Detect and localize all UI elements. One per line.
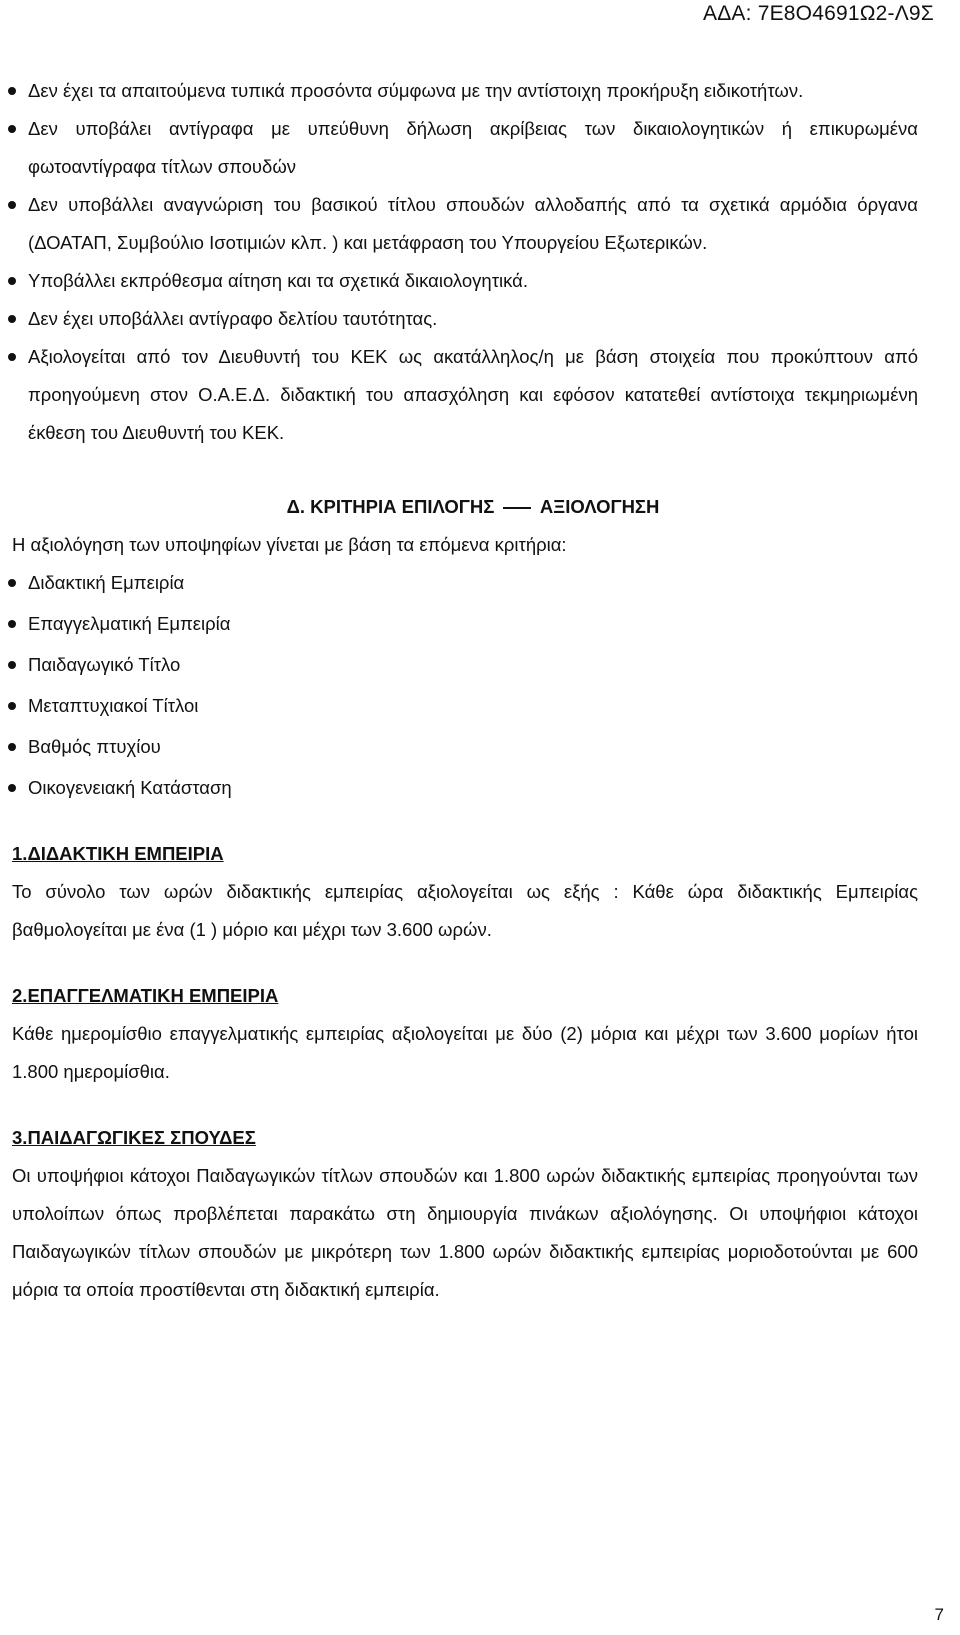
document-body (12, 72, 918, 1309)
section-text-teaching: Το σύνολο των ωρών διδακτικής εμπειρίας αξιολογείται ως εξής : Κάθε ώρα διδακτικής Εμπειρίας βαθμολογείται με ένα (1 ) μόριο και μέχρι των 3.600 ωρών. (12, 881, 918, 940)
bullet-icon (7, 728, 17, 766)
criteria-list (28, 564, 918, 807)
criteria-section-title: Δ. ΚΡΙΤΗΡΙΑ ΕΠΙΛΟΓΗΣ ΑΞΙΟΛΟΓΗΣΗ (286, 496, 660, 517)
bullet-icon (7, 687, 17, 725)
bullet-icon (7, 110, 17, 148)
list-item: Διδακτική Εμπειρία (28, 564, 918, 602)
list-item: Επαγγελματική Εμπειρία (28, 605, 918, 643)
criteria-intro: Η αξιολόγηση των υποψηφίων γίνεται με βάση τα επόμενα κριτήρια: (12, 534, 567, 555)
bullet-icon (7, 769, 17, 807)
section-text-pedagogical: Οι υποψήφιοι κάτοχοι Παιδαγωγικών τίτλων σπουδών και 1.800 ωρών διδακτικής εμπειρίας προηγούνται των υπολοίπων όπως προβλέπεται παρακάτω στη δημιουργία πινάκων αξιολόγησης. Οι υποψήφιοι κάτοχοι Παιδαγωγικών τίτλων σπουδών με μικρότερη των 1.800 ωρών διδακτικής εμπειρίας μοριοδοτούνται με 600 μόρια τα οποία προστίθενται στη διδακτική εμπειρία. (12, 1165, 918, 1300)
exclusion-list (28, 72, 918, 452)
section-text-professional: Κάθε ημερομίσθιο επαγγελματικής εμπειρίας αξιολογείται με δύο (2) μόρια και μέχρι των 3.600 μορίων ήτοι 1.800 ημερομίσθια. (12, 1023, 918, 1082)
list-item: Μεταπτυχιακοί Τίτλοι (28, 687, 918, 725)
dash-separator (503, 507, 531, 509)
list-item: Δεν έχει τα απαιτούμενα τυπικά προσόντα σύμφωνα με την αντίστοιχη προκήρυξη ειδικοτήτων. (28, 72, 918, 110)
list-item: Παιδαγωγικό Τίτλο (28, 646, 918, 684)
section-heading-teaching: 1.ΔΙΔΑΚΤΙΚΗ ΕΜΠΕΙΡΙΑ (12, 843, 224, 864)
bullet-icon (7, 605, 17, 643)
bullet-icon (7, 72, 17, 110)
list-item: Αξιολογείται από τον Διευθυντή του ΚΕΚ ως ακατάλληλος/η με βάση στοιχεία που προκύπτουν από προηγούμενη στον Ο.Α.Ε.Δ. διδακτική του απασχόληση και εφόσον κατατεθεί αντίστοιχα τεκμηριωμένη έκθεση του Διευθυντή του ΚΕΚ. (28, 338, 918, 452)
bullet-icon (7, 186, 17, 224)
section-heading-pedagogical: 3.ΠΑΙΔΑΓΩΓΙΚΕΣ ΣΠΟΥΔΕΣ (12, 1127, 256, 1148)
bullet-icon (7, 300, 17, 338)
list-item: Βαθμός πτυχίου (28, 728, 918, 766)
section-heading-professional: 2.ΕΠΑΓΓΕΛΜΑΤΙΚΗ ΕΜΠΕΙΡΙΑ (12, 985, 279, 1006)
list-item: Δεν υποβάλλει αναγνώριση του βασικού τίτλου σπουδών αλλοδαπής από τα σχετικά αρμόδια όργανα (ΔΟΑΤΑΠ, Συμβούλιο Ισοτιμιών κλπ. ) και μετάφραση του Υπουργείου Εξωτερικών. (28, 186, 918, 262)
list-item: Δεν έχει υποβάλλει αντίγραφο δελτίου ταυτότητας. (28, 300, 918, 338)
page-number: 7 (934, 1605, 944, 1624)
bullet-icon (7, 564, 17, 602)
scoring-sections (12, 835, 918, 1309)
list-item: Δεν υποβάλει αντίγραφα με υπεύθυνη δήλωση ακρίβειας των δικαιολογητικών ή επικυρωμένα φωτοαντίγραφα τίτλων σπουδών (28, 110, 918, 186)
bullet-icon (7, 338, 17, 376)
bullet-icon (7, 646, 17, 684)
list-item: Υποβάλλει εκπρόθεσμα αίτηση και τα σχετικά δικαιολογητικά. (28, 262, 918, 300)
bullet-icon (7, 262, 17, 300)
list-item: Οικογενειακή Κατάσταση (28, 769, 918, 807)
ada-code: ΑΔΑ: 7Ε8Ο4691Ω2-Λ9Σ (703, 2, 934, 25)
